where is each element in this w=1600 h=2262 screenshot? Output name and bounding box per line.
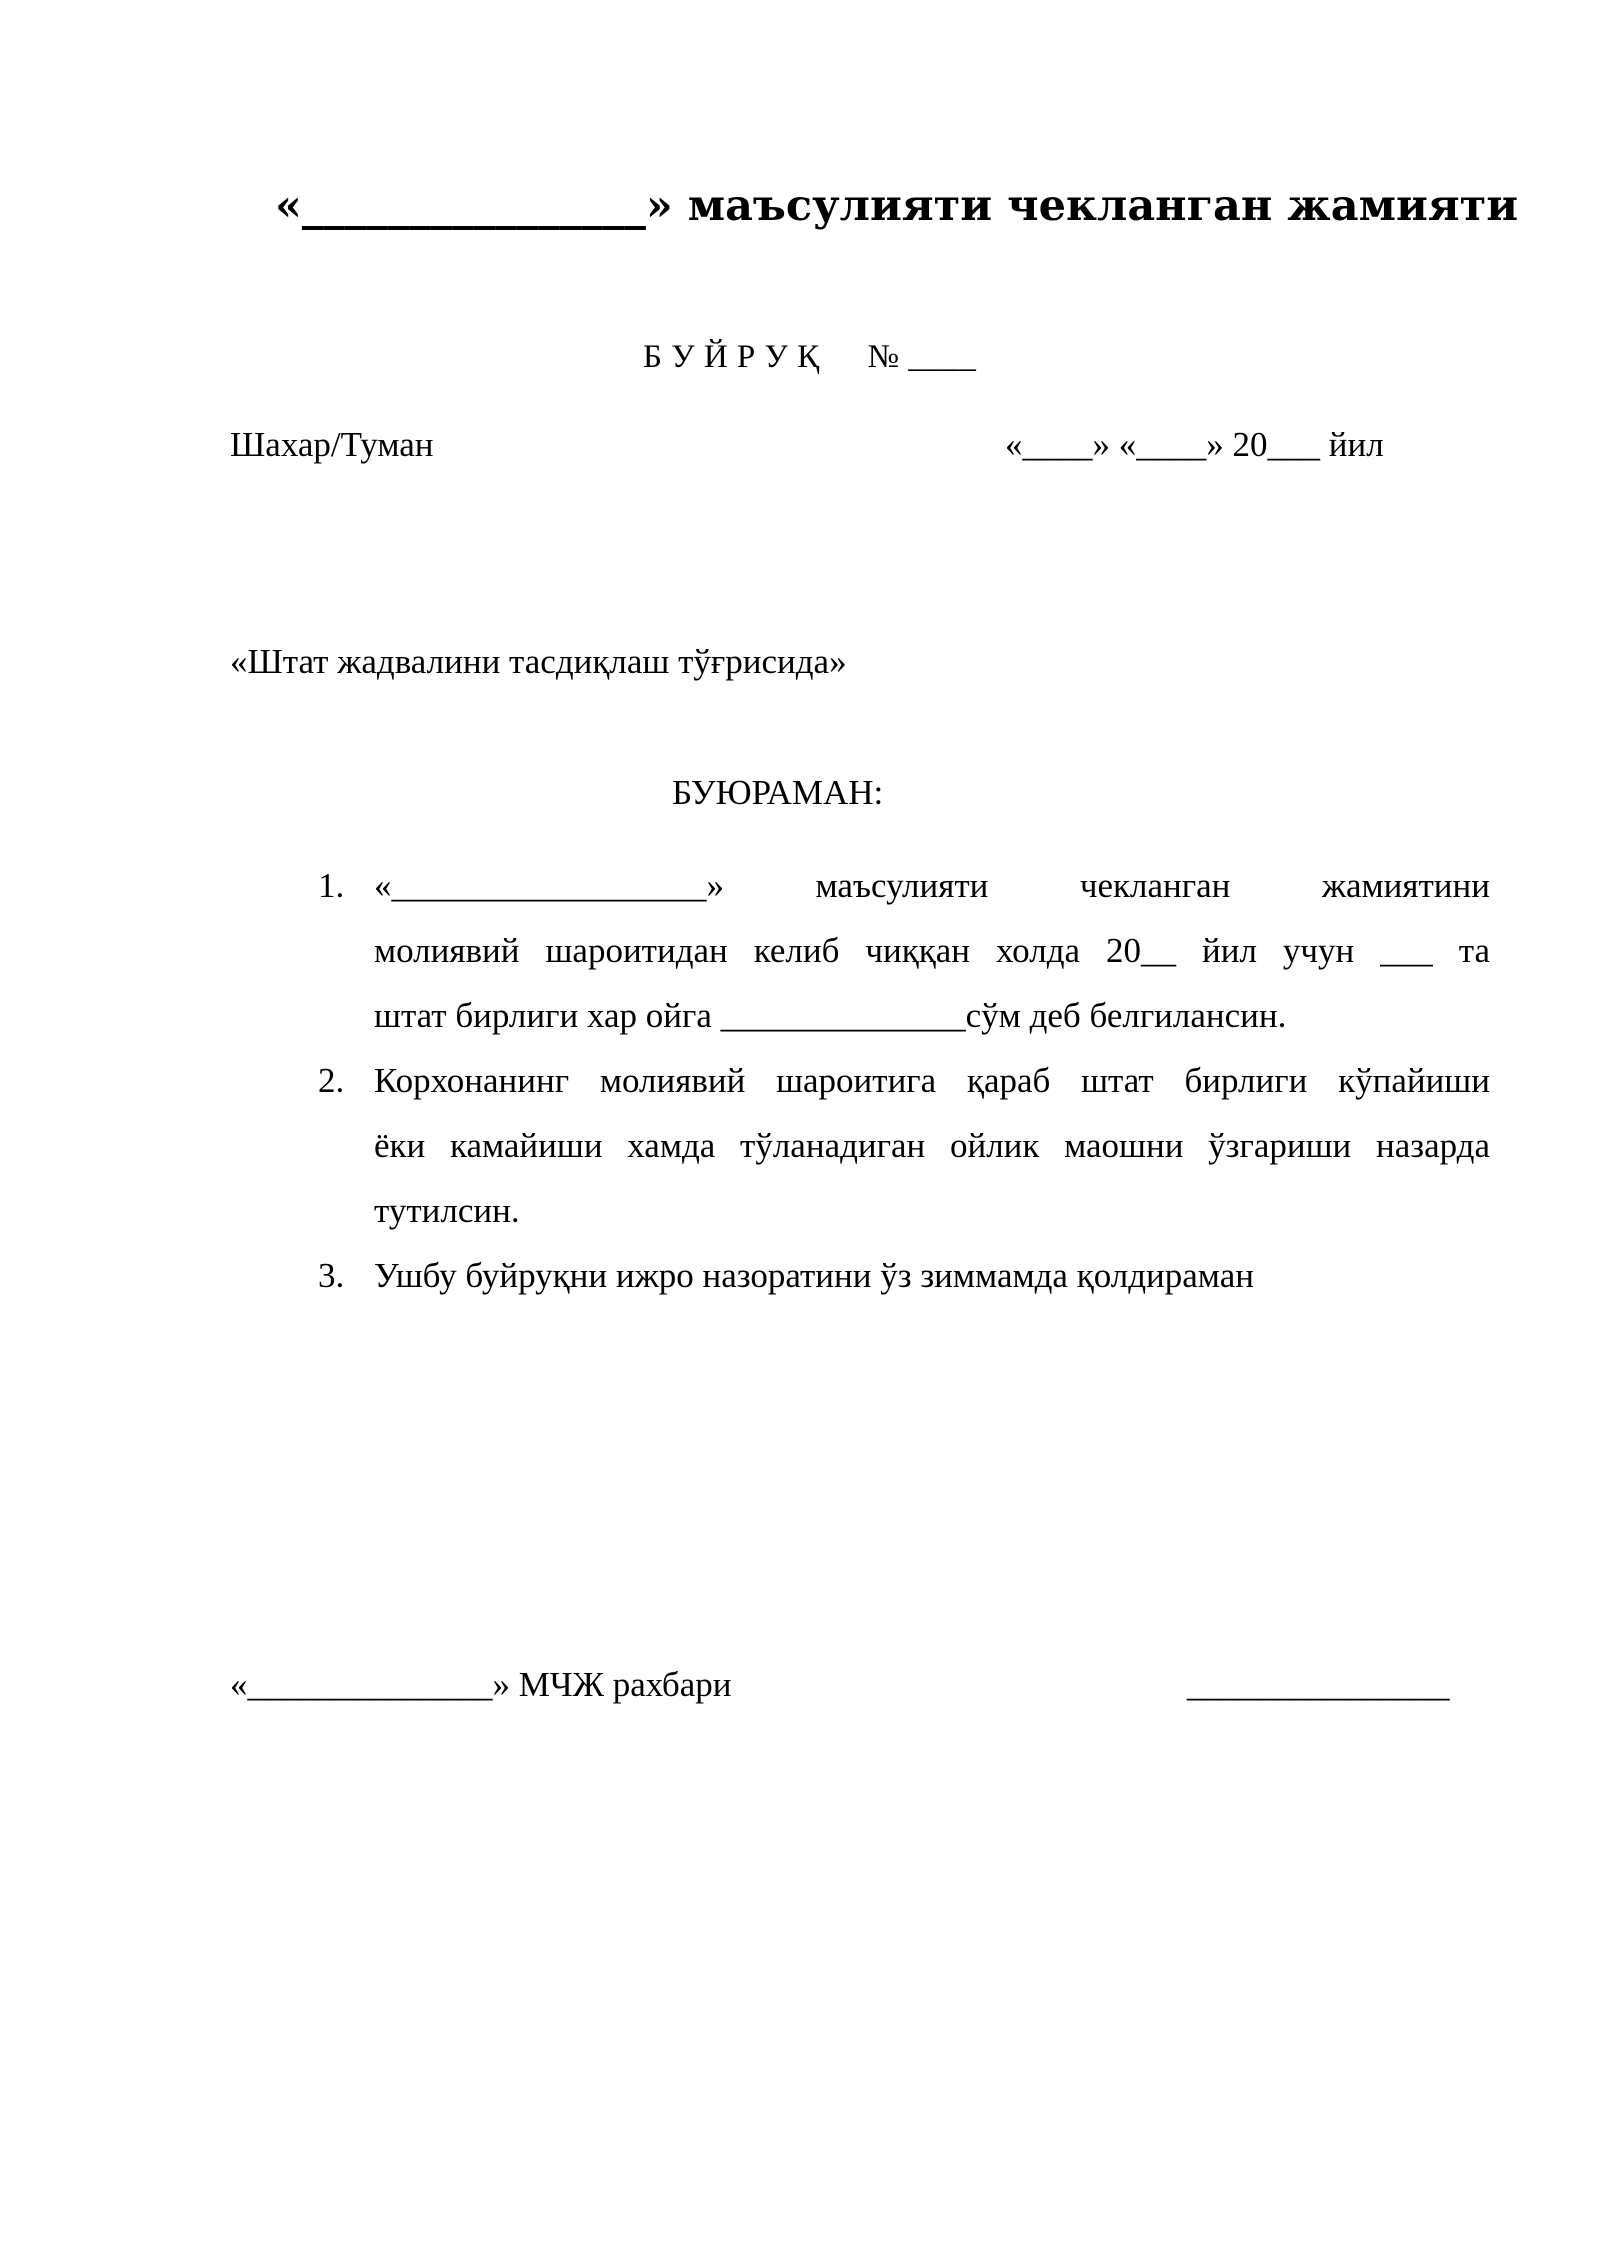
item-line: Ушбу буйруқни ижро назоратини ўз зиммамда қолдираман	[374, 1256, 1254, 1295]
item-line: штат бирлиги хар ойга ______________сўм деб белгилансин.	[374, 996, 1287, 1035]
order-label: Б У Й Р У Қ	[643, 339, 820, 375]
item-line: ёки камайиши хамда тўланадиган ойлик маошни ўзгариши назарда	[374, 1126, 1490, 1165]
order-subject: «Штат жадвалини тасдиқлаш тўғрисида»	[230, 642, 847, 681]
company-title: «________________» маъсулияти чекланган жамияти	[275, 181, 1519, 231]
command-word: БУЮРАМАН:	[672, 773, 884, 812]
signature-line: _______________	[1187, 1665, 1450, 1704]
item-line: тутилсин.	[374, 1191, 520, 1230]
order-item-2	[318, 1048, 1490, 1243]
order-items	[318, 853, 1490, 1308]
order-item-1	[318, 853, 1490, 1048]
order-number: № ____	[867, 339, 977, 375]
item-number: 3.	[318, 1256, 345, 1295]
date-field: «____» «____» 20___ йил	[1005, 425, 1384, 464]
item-line: молиявий шароитидан келиб чиққан холда 20__ йил учун ___ та	[374, 931, 1490, 970]
director-signature-label: «______________» МЧЖ рахбари	[230, 1665, 732, 1704]
order-item-3	[318, 1243, 1490, 1308]
item-line: Корхонанинг молиявий шароитига қараб штат бирлиги кўпайиши	[374, 1061, 1490, 1100]
order-heading	[643, 335, 976, 379]
place-field: Шахар/Туман	[230, 425, 434, 464]
item-number: 1.	[318, 866, 345, 905]
item-number: 2.	[318, 1061, 345, 1100]
item-line: «__________________» маъсулияти чекланган жамиятини	[374, 866, 1490, 905]
